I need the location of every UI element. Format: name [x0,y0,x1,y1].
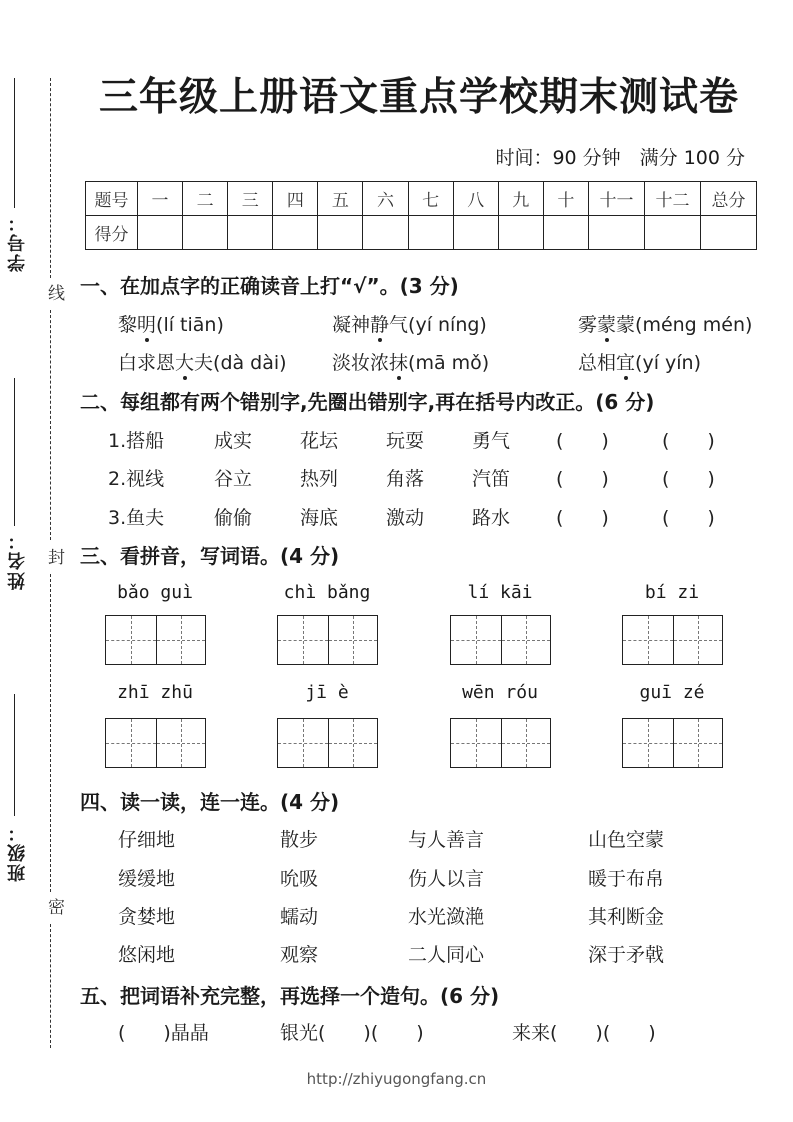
tianzige-cell[interactable] [451,616,501,664]
tianzige-cell[interactable] [106,616,156,664]
binding-mark-secret: 密 [44,898,64,915]
item-text: 蒙(méng mén) [616,314,753,336]
score-cell[interactable] [138,216,183,250]
score-header-cell: 七 [408,182,453,216]
tianzige-cell[interactable] [328,616,378,664]
tianzige-cell[interactable] [156,719,206,767]
tianzige-cell[interactable] [156,616,206,664]
section-5-title: 五、把词语补充完整，再选择一个造句。(6 分) [80,984,500,1008]
word-item[interactable]: 汽笛 [472,468,511,490]
word-item[interactable]: 激动 [386,507,425,529]
pinyin-choice-item[interactable] [118,310,224,337]
item-text: (mā mǒ) [408,352,490,374]
pinyin-label: guī zé [639,682,705,703]
match-item[interactable]: 二人同心 [408,944,485,966]
score-cell[interactable] [408,216,453,250]
score-row-label: 得分 [86,216,138,250]
word-item[interactable]: 3.鱼夫 [108,507,165,529]
pinyin-label: bí zi [644,582,700,603]
tianzige-box[interactable] [105,718,206,768]
score-header-cell: 九 [498,182,543,216]
section-1-title: 一、在加点字的正确读音上打“√”。(3 分) [80,274,459,298]
correction-blank[interactable]: ( ) [556,468,609,490]
tianzige-cell[interactable] [106,719,156,767]
match-item[interactable]: 水光潋滟 [408,906,485,928]
word-item[interactable]: 路水 [472,507,511,529]
cut-line [50,310,51,540]
pinyin-label: jī è [305,682,349,703]
match-item[interactable]: 蠕动 [280,906,319,928]
item-text: 淡妆浓 [332,352,390,374]
pinyin-choice-item[interactable] [332,310,487,337]
word-item[interactable]: 勇气 [472,430,511,452]
match-item[interactable]: 与人善言 [408,829,485,851]
score-cell[interactable] [498,216,543,250]
name-underline [14,378,15,526]
tianzige-box[interactable] [277,615,378,665]
tianzige-cell[interactable] [673,616,723,664]
match-item[interactable]: 伤人以言 [408,868,485,890]
cut-line [50,78,51,278]
word-item[interactable]: 2.视线 [108,468,165,490]
dotted-char: 静 [370,314,390,336]
pinyin-choice-item[interactable] [578,348,701,375]
dotted-char: 大 [175,352,195,374]
score-table-score-row [86,216,757,250]
score-cell[interactable] [453,216,498,250]
binding-mark-seal: 封 [44,548,64,565]
pinyin-label: chì bǎng [283,582,371,603]
item-text: 总相 [578,352,617,374]
score-header-cell: 十一 [589,182,645,216]
score-table [85,181,757,250]
score-header-cell: 八 [453,182,498,216]
score-cell[interactable] [183,216,228,250]
match-item[interactable]: 散步 [280,829,319,851]
class-underline [14,694,15,816]
word-item[interactable]: 1.搭船 [108,430,165,452]
word-item[interactable]: 海底 [300,507,339,529]
score-header-cell: 十 [543,182,588,216]
tianzige-cell[interactable] [328,719,378,767]
score-cell[interactable] [228,216,273,250]
score-cell[interactable] [273,216,318,250]
score-header-cell: 五 [318,182,363,216]
footer-url: http://zhiyugongfang.cn [306,1070,487,1088]
tianzige-box[interactable] [277,718,378,768]
tianzige-box[interactable] [450,615,551,665]
correction-blank[interactable]: ( ) [556,507,609,529]
item-text: (yí yín) [635,352,701,374]
pinyin-label: wēn róu [462,682,538,703]
item-text: 白求恩 [118,352,176,374]
student-id-underline [14,78,15,208]
class-label: 班级： [7,822,28,882]
word-item[interactable]: 成实 [214,430,253,452]
correction-blank[interactable]: ( ) [662,430,715,452]
score-table-header-row [86,182,757,216]
exam-info: 时间：90 分钟 满分 100 分 [495,147,745,169]
score-header-cell: 四 [273,182,318,216]
item-text: 凝神 [332,314,371,336]
correction-blank[interactable]: ( ) [662,468,715,490]
item-text: 黎 [118,314,138,336]
section-4-title: 四、读一读，连一连。(4 分) [80,790,340,814]
tianzige-box[interactable] [622,615,723,665]
match-item[interactable]: 仔细地 [118,829,176,851]
word-item[interactable]: 热列 [300,468,339,490]
pinyin-choice-item[interactable] [118,348,287,375]
item-text: (lí tiān) [156,314,224,336]
pinyin-label: zhī zhū [117,682,193,703]
tianzige-cell[interactable] [673,719,723,767]
binding-strip [0,0,80,1122]
score-cell[interactable] [589,216,645,250]
score-header-cell: 题号 [86,182,138,216]
item-text: 夫(dà dài) [194,352,287,374]
tianzige-box[interactable] [105,615,206,665]
dotted-char: 宜 [616,352,636,374]
score-header-cell: 总分 [701,182,757,216]
tianzige-cell[interactable] [278,719,328,767]
score-header-cell: 三 [228,182,273,216]
section-2-title: 二、每组都有两个错别字,先圈出错别字,再在括号内改正。(6 分) [80,390,655,414]
dotted-char: 抹 [389,352,409,374]
match-item[interactable]: 贪婪地 [118,906,176,928]
tianzige-cell[interactable] [501,719,551,767]
score-cell[interactable] [645,216,701,250]
fill-blank-item[interactable]: ( )晶晶 [118,1022,209,1044]
tianzige-cell[interactable] [501,616,551,664]
dotted-char: 明 [137,314,157,336]
page-title: 三年级上册语文重点学校期末测试卷 [98,74,739,120]
match-item[interactable]: 观察 [280,944,319,966]
word-item[interactable]: 玩耍 [386,430,425,452]
fill-blank-item[interactable]: 来来( )( ) [512,1022,656,1044]
tianzige-cell[interactable] [451,719,501,767]
score-cell[interactable] [543,216,588,250]
item-text: 气(yí níng) [389,314,487,336]
match-item[interactable]: 深于矛戟 [588,944,665,966]
correction-blank[interactable]: ( ) [556,430,609,452]
match-item[interactable]: 山色空蒙 [588,829,665,851]
correction-blank[interactable]: ( ) [662,507,715,529]
tianzige-box[interactable] [450,718,551,768]
pinyin-label: lí kāi [467,582,533,603]
student-id-label: 学号： [7,212,28,272]
dotted-char: 蒙 [597,314,617,336]
word-item[interactable]: 谷立 [214,468,253,490]
cut-line [50,924,51,1048]
tianzige-cell[interactable] [623,719,673,767]
score-header-cell: 一 [138,182,183,216]
score-cell[interactable] [363,216,408,250]
match-item[interactable]: 其利断金 [588,906,665,928]
word-item[interactable]: 花坛 [300,430,339,452]
match-item[interactable]: 暖于布帛 [588,868,665,890]
tianzige-box[interactable] [622,718,723,768]
match-item[interactable]: 悠闲地 [118,944,176,966]
cut-line [50,574,51,892]
tianzige-cell[interactable] [623,616,673,664]
word-item[interactable]: 偷偷 [214,507,253,529]
fill-blank-item[interactable]: 银光( )( ) [280,1022,424,1044]
tianzige-cell[interactable] [278,616,328,664]
item-text: 雾 [578,314,598,336]
pinyin-label: bǎo guì [117,582,193,603]
match-item[interactable]: 吮吸 [280,868,319,890]
score-header-cell: 二 [183,182,228,216]
score-header-cell: 六 [363,182,408,216]
pinyin-choice-item[interactable] [332,348,489,375]
match-item[interactable]: 缓缓地 [118,868,176,890]
pinyin-choice-item[interactable] [578,310,752,337]
score-header-cell: 十二 [645,182,701,216]
score-cell[interactable] [701,216,757,250]
score-cell[interactable] [318,216,363,250]
word-item[interactable]: 角落 [386,468,425,490]
name-label: 姓名： [7,530,28,590]
binding-mark-line: 线 [44,284,64,301]
section-3-title: 三、看拼音，写词语。(4 分) [80,544,340,568]
